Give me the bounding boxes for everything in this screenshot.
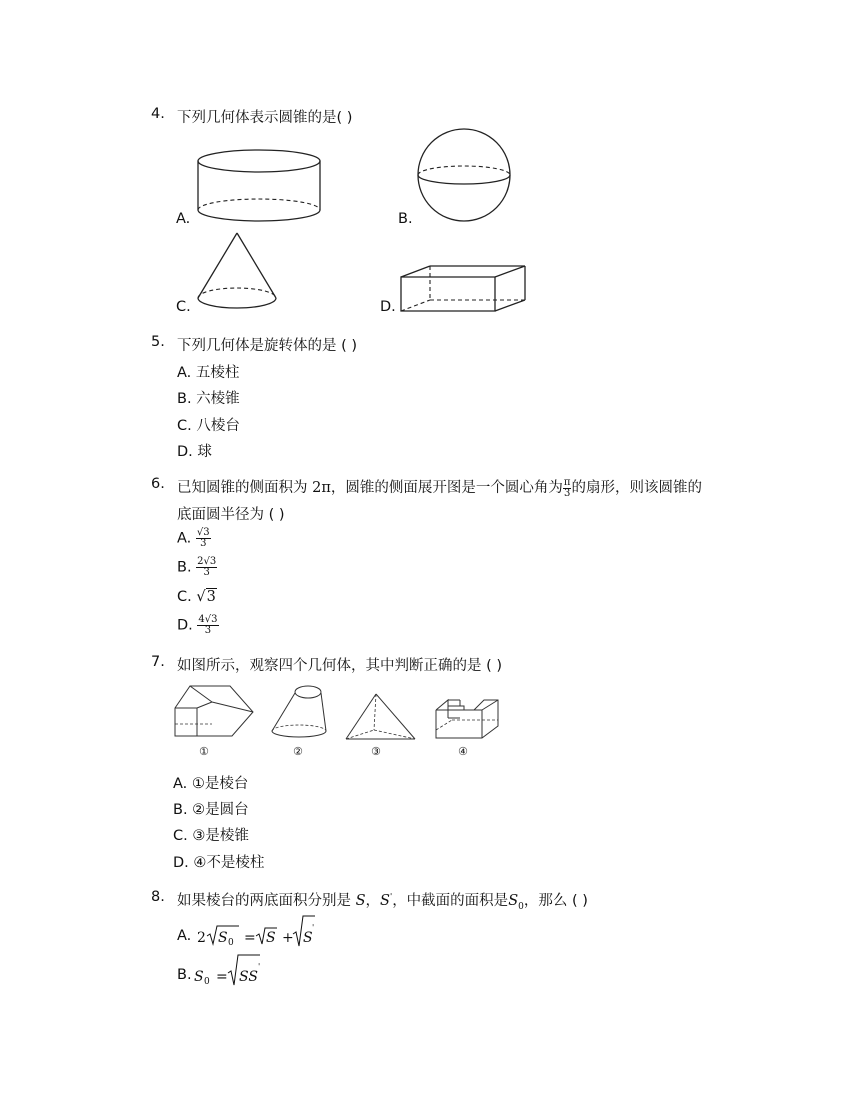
q4-option-b-label: B. [398,211,413,227]
q7-number: 7. [151,654,165,670]
q8-s0: S [508,893,519,909]
svg-text:S: S [266,930,276,946]
svg-text:=: = [244,930,256,946]
q8-option-b-label: B. [177,967,192,983]
svg-text:S: S [303,930,313,946]
figure-4-notched-prism [434,696,502,740]
svg-text:2: 2 [197,930,206,946]
svg-text:S: S [218,930,228,946]
q4-stem: 下列几何体表示圆锥的是( ) [177,110,353,126]
q6-option-c [177,589,217,605]
figure-1-polyhedron [172,684,256,740]
svg-text:0: 0 [204,977,210,987]
cone-figure [195,232,279,312]
q6-option-b-den: 3 [203,567,210,578]
q6-option-d [177,615,219,636]
q8-option-b-formula [194,953,274,987]
q5-number: 5. [151,334,165,350]
svg-text:': ' [258,962,261,971]
q6-stem-line1 [177,476,702,499]
sphere-figure [416,127,512,223]
cuboid-figure [400,265,528,315]
q6-text-a: 已知圆锥的侧面积为 [177,480,308,496]
q7-option-c: C. ③是棱锥 [173,828,249,844]
q8-s-prime: S [380,893,390,909]
q7-stem: 如图所示，观察四个几何体，其中判断正确的是 ( ) [177,658,503,674]
svg-text:0: 0 [228,938,234,948]
svg-text:+: + [282,930,294,946]
q6-option-a-num: √3 [196,527,210,538]
q6-option-d-num: 4√3 [198,614,218,625]
q8-option-a-formula [197,914,317,948]
q6-option-c-radicand: 3 [206,589,216,605]
q8-number: 8. [151,889,165,905]
q6-option-b [177,557,217,578]
q6-option-b-label: B. [177,559,192,576]
q4-option-a-label: A. [176,211,191,227]
q5-option-c: C. 八棱台 [177,418,240,434]
q7-option-b: B. ②是圆台 [173,802,249,818]
q6-option-a-fraction [196,528,211,549]
q8-option-a-label: A. [177,928,192,944]
figure-2-label: ② [293,745,303,758]
q6-option-b-num: 2√3 [197,556,217,567]
q8-option-b [177,967,192,983]
q6-option-c-label: C. [177,589,192,605]
q6-option-b-fraction [196,557,217,578]
q6-option-a [177,528,211,549]
q5-option-a: A. 五棱柱 [177,365,240,381]
figure-1-label: ① [199,745,209,758]
q6-option-a-den: 3 [200,538,207,549]
q6-option-d-label: D. [177,617,193,634]
cylinder-figure [196,148,322,224]
q6-text-c: 的扇形，则该圆锥的 [571,480,702,496]
figure-3-label: ③ [371,745,381,758]
q4-number: 4. [151,106,165,122]
q8-s0-sub: 0 [518,901,524,912]
q6-option-d-fraction [197,615,218,636]
q7-option-a: A. ①是棱台 [173,776,249,792]
figure-4-label: ④ [458,745,468,758]
q4-option-d-label: D. [380,299,396,315]
q5-option-d: D. 球 [177,444,212,460]
svg-text:SS: SS [239,969,258,985]
q4-option-c-label: C. [176,299,191,315]
q8-text-c: ，那么 ( ) [523,893,588,909]
svg-text:=: = [216,969,228,985]
q8-comma: ， [365,893,381,909]
figure-2-truncated-cone [268,684,330,740]
q5-stem: 下列几何体是旋转体的是 ( ) [177,338,358,354]
q6-stem-line2: 底面圆半径为 ( ) [177,507,285,523]
svg-text:S: S [194,969,204,985]
q8-text-a: 如果棱台的两底面积分别是 [177,893,351,909]
svg-text:': ' [312,923,315,932]
q6-text-b: ，圆锥的侧面展开图是一个圆心角为 [330,480,563,496]
figure-3-pyramid [344,692,418,742]
q6-angle-num: π [563,476,571,488]
q6-number: 6. [151,476,165,492]
q8-prime-mark: ' [389,892,393,902]
q7-option-d: D. ④不是棱柱 [173,855,265,871]
q8-s: S [355,893,366,909]
q6-option-d-den: 3 [204,625,212,636]
q8-option-a [177,928,191,944]
q6-area: 2π [312,480,331,496]
q6-angle-den: 3 [563,487,571,499]
q5-option-b: B. 六棱锥 [177,391,240,407]
q6-option-c-sqrt: √3 [196,589,216,605]
q8-text-b: ，中截面的面积是 [392,893,509,909]
q8-stem [177,889,588,912]
q6-option-a-label: A. [177,530,192,547]
